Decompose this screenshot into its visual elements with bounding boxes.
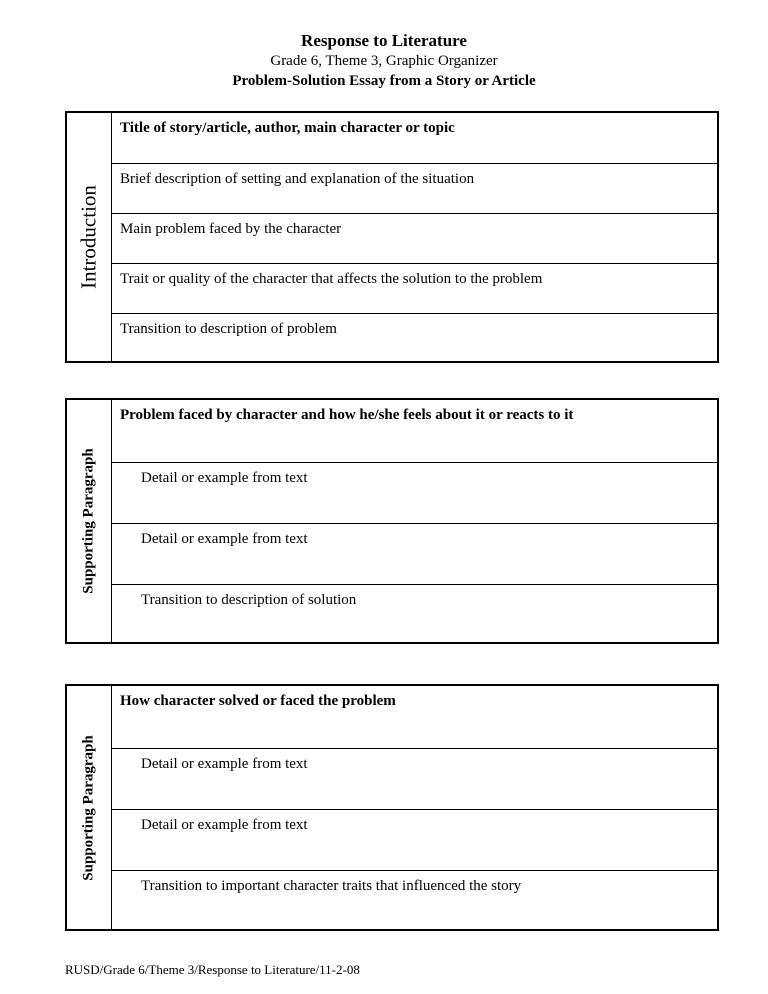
section-rows xyxy=(112,686,717,929)
organizer-row: Main problem faced by the character xyxy=(112,213,717,263)
section-rows xyxy=(112,400,717,642)
organizer-row: Detail or example from text xyxy=(112,748,717,809)
organizer-row: Transition to important character traits that influenced the story xyxy=(112,870,717,929)
organizer-row: Title of story/article, author, main character or topic xyxy=(120,120,455,136)
document-header xyxy=(0,30,768,91)
organizer-row: Transition to description of solution xyxy=(112,584,717,642)
organizer-row: Detail or example from text xyxy=(112,462,717,523)
section-label-column xyxy=(67,400,112,642)
organizer-row: Detail or example from text xyxy=(112,523,717,584)
organizer-row: How character solved or faced the problem xyxy=(120,693,396,709)
organizer-row: Trait or quality of the character that affects the solution to the problem xyxy=(112,263,717,313)
section-label: Supporting Paragraph xyxy=(80,448,97,594)
document-footer: RUSD/Grade 6/Theme 3/Response to Literature/11-2-08 xyxy=(65,962,360,977)
document-subtitle: Grade 6, Theme 3, Graphic Organizer xyxy=(270,53,498,69)
organizer-row: Detail or example from text xyxy=(112,809,717,870)
organizer-row: Brief description of setting and explanation of the situation xyxy=(112,163,717,213)
section-label-column xyxy=(67,113,112,361)
document-title: Response to Literature xyxy=(301,31,467,50)
document-heading: Problem-Solution Essay from a Story or Article xyxy=(232,73,536,89)
organizer-row: Problem faced by character and how he/she feels about it or reacts to it xyxy=(120,407,574,423)
section-rows xyxy=(112,113,717,361)
introduction-section xyxy=(65,111,719,363)
section-label-column xyxy=(67,686,112,929)
section-label: Supporting Paragraph xyxy=(80,734,97,881)
supporting-paragraph-problem-section xyxy=(65,398,719,644)
organizer-row: Transition to description of problem xyxy=(112,313,717,361)
supporting-paragraph-solution-section xyxy=(65,684,719,931)
section-label: Introduction xyxy=(76,185,101,289)
